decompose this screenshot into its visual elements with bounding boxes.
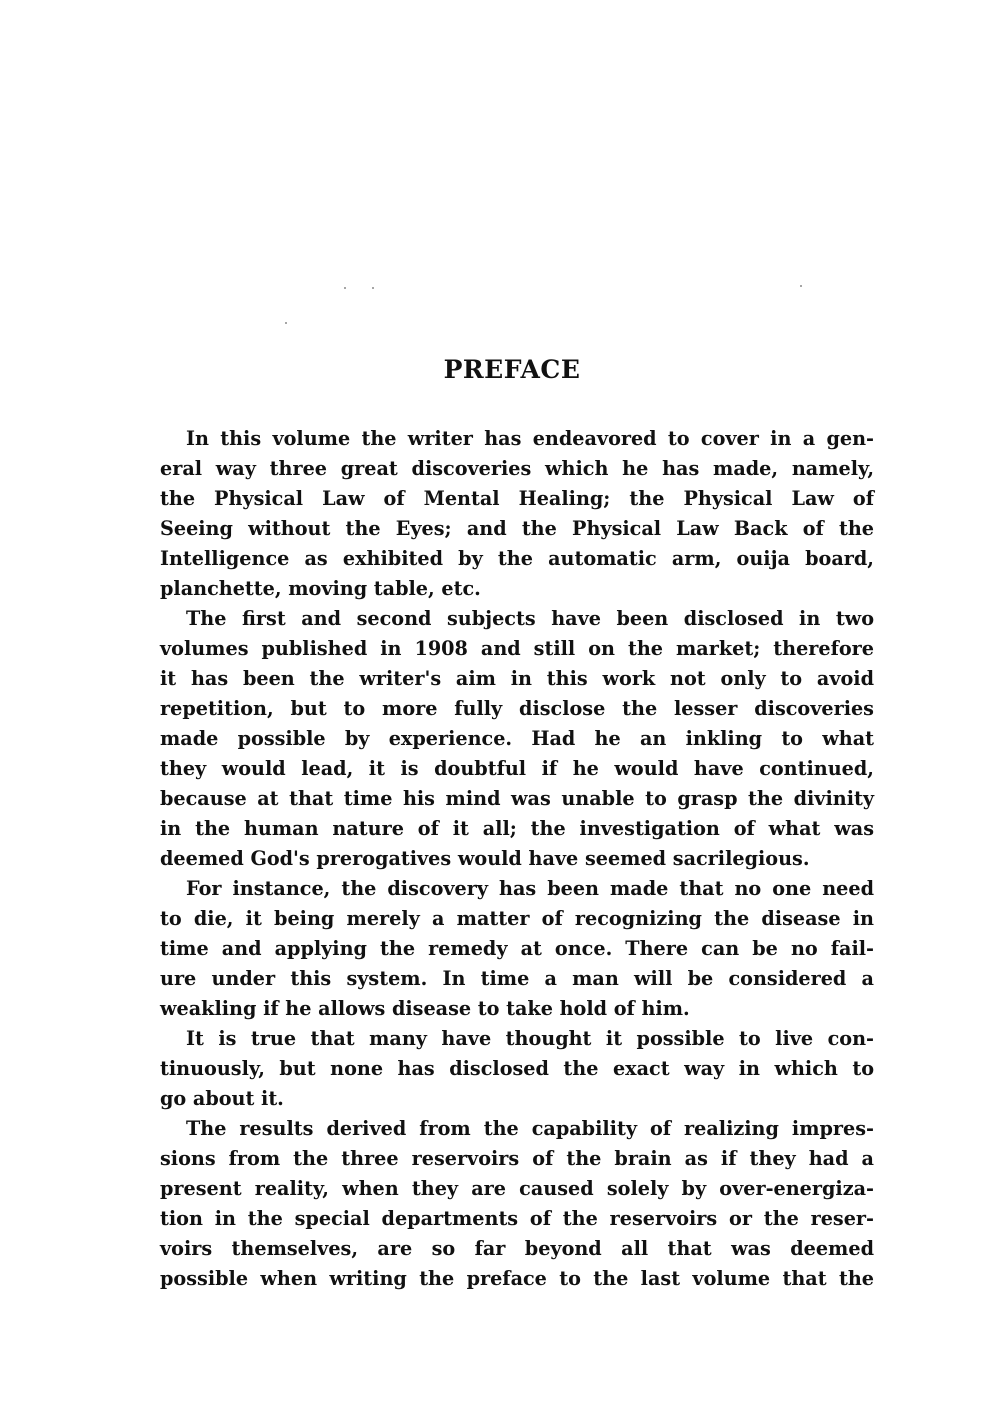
text-line: it has been the writer's aim in this work not only to avoid — [160, 667, 874, 690]
text-line: they would lead, it is doubtful if he would have continued, — [160, 757, 874, 780]
text-line: ure under this system. In time a man will be considered a — [160, 967, 874, 990]
paragraph — [160, 604, 874, 874]
text-line: sions from the three reservoirs of the brain as if they had a — [160, 1147, 874, 1170]
text-line: repetition, but to more fully disclose the lesser discoveries — [160, 697, 874, 720]
scan-speck — [800, 285, 802, 287]
text-line: made possible by experience. Had he an inkling to what — [160, 727, 874, 750]
text-line: volumes published in 1908 and still on the market; therefore — [160, 637, 874, 660]
text-line: It is true that many have thought it possible to live con- — [186, 1027, 874, 1050]
paragraph — [160, 874, 874, 1024]
text-line: because at that time his mind was unable to grasp the divinity — [160, 787, 874, 810]
text-line: planchette, moving table, etc. — [160, 577, 481, 600]
text-line: Seeing without the Eyes; and the Physical Law Back of the — [160, 517, 874, 540]
text-line: possible when writing the preface to the last volume that the — [160, 1267, 874, 1290]
text-line: eral way three great discoveries which he has made, namely, — [160, 457, 874, 480]
text-line: weakling if he allows disease to take hold of him. — [160, 997, 690, 1020]
scan-speck — [344, 287, 346, 289]
paragraph — [160, 1114, 874, 1294]
text-line: go about it. — [160, 1087, 284, 1110]
text-line: deemed God's prerogatives would have seemed sacrilegious. — [160, 847, 810, 870]
text-line: The results derived from the capability of realizing impres- — [186, 1117, 874, 1140]
text-line: tion in the special departments of the reservoirs or the reser- — [160, 1207, 874, 1230]
preface-body — [160, 424, 874, 1294]
text-line: in the human nature of it all; the investigation of what was — [160, 817, 874, 840]
scan-speck — [372, 287, 374, 289]
text-line: the Physical Law of Mental Healing; the Physical Law of — [160, 487, 874, 510]
text-line: time and applying the remedy at once. There can be no fail- — [160, 937, 874, 960]
text-line: In this volume the writer has endeavored to cover in a gen- — [186, 427, 874, 450]
paragraph — [160, 1024, 874, 1114]
page-title: PREFACE — [443, 355, 581, 384]
text-line: The first and second subjects have been disclosed in two — [186, 607, 874, 630]
text-line: present reality, when they are caused solely by over-energiza- — [160, 1177, 874, 1200]
text-line: For instance, the discovery has been made that no one need — [186, 877, 874, 900]
text-line: Intelligence as exhibited by the automatic arm, ouija board, — [160, 547, 874, 570]
text-line: voirs themselves, are so far beyond all that was deemed — [160, 1237, 874, 1260]
paragraph — [160, 424, 874, 604]
text-line: tinuously, but none has disclosed the exact way in which to — [160, 1057, 874, 1080]
scan-speck — [285, 322, 287, 324]
text-line: to die, it being merely a matter of recognizing the disease in — [160, 907, 874, 930]
